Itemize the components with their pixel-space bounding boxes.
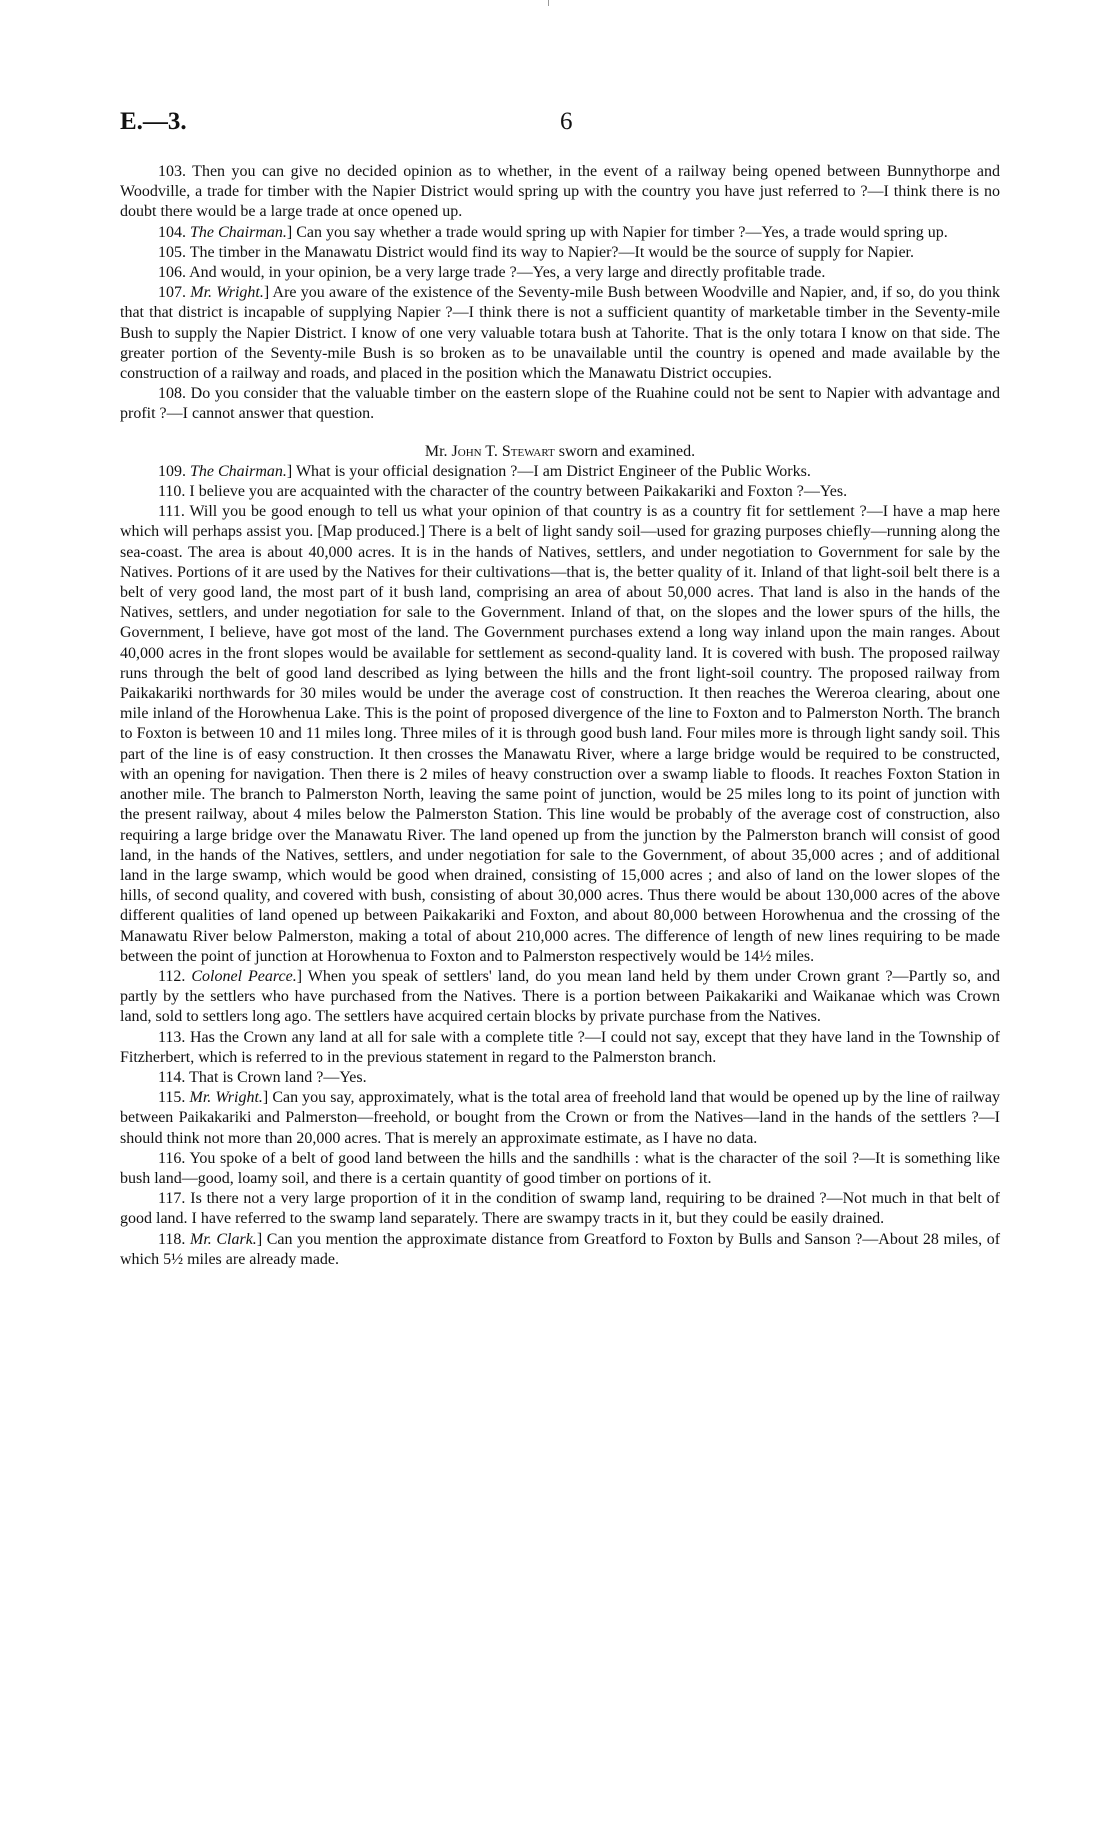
question-paragraph <box>120 243 1000 263</box>
question-text: Do you consider that the valuable timber on the eastern slope of the Ruahine could not be sent to Napier with advantage and profit ?—I cannot answer that question. <box>120 385 1000 423</box>
question-paragraph <box>120 502 1000 967</box>
question-number: 103. <box>158 163 186 180</box>
question-text: Can you mention the approximate distance from Greatford to Foxton by Bulls and Sanson ?—About 28 miles, of which 5½ miles are already made. <box>120 1230 1001 1268</box>
question-text: Can you say whether a trade would spring up with Napier for timber ?—Yes, a trade would spring up. <box>296 223 948 241</box>
question-number: 116. <box>158 1149 186 1167</box>
question-number: 113. <box>158 1028 186 1046</box>
question-paragraph: 118. Mr. Clark.] Can you mention the approximate distance from Greatford to Foxton by Bulls and Sanson ?—About 28 miles, of which 5½ miles are already made. <box>120 1230 1001 1268</box>
question-number: 108. <box>158 385 186 403</box>
question-text: What is your official designation ?—I am District Engineer of the Public Works. <box>295 462 811 480</box>
scan-edge-mark <box>548 0 549 6</box>
witness-name: John T. Stewart <box>451 442 555 460</box>
question-paragraph: 107. Mr. Wright.] Are you aware of the existence of the Seventy-mile Bush between Woodville and Napier, and, if so, do you think that that district is incapable of supplying Napier ?—I think there is not a sufficient quantity of marketable timber in the Seventy-mile Bush to supply the Napier District. I know of one very valuable totara bush at Tahorite. That is the only totara I know on that side. The greater portion of the Seventy-mile Bush is so broken as to be unavailable until the country is opened and made available by the construction of a railway and roads, and placed in the position which the Manawatu District occupies. <box>120 284 1001 383</box>
question-number: 109. <box>158 462 186 480</box>
question-text: Is there not a very large proportion of it in the condition of swamp land, requiring to be drained ?—Not much in that belt of good land. I have referred to the swamp land separately. There are swampy tracts in it, but they could be easily drained. <box>120 1190 1001 1228</box>
question-text: The timber in the Manawatu District would find its way to Napier?—It would be the source of supply for Napier. <box>189 243 914 261</box>
speaker-name: Mr. Wright. <box>190 284 264 302</box>
question-text: You spoke of a belt of good land between the hills and the sandhills : what is the character of the soil ?—It is something like bush land—good, loamy soil, and there is a certain quantity of good timber on portions of it. <box>120 1149 1000 1187</box>
witness-suffix: sworn and examined. <box>558 442 696 460</box>
question-paragraph: 112. Colonel Pearce.] When you speak of settlers' land, do you mean land held by them under Crown grant ?—Partly so, and partly by the settlers who have purchased from the Natives. There is a portion between Paikakariki and Waikanae which was Crown land, sold to settlers long ago. The settlers have acquired certain blocks by private purchase from the Natives. <box>120 967 1001 1026</box>
question-number: 105. <box>158 243 186 261</box>
question-number: 104. <box>158 223 186 241</box>
speaker-name: Mr. Wright. <box>189 1089 263 1107</box>
question-number: 114. <box>158 1068 186 1086</box>
document-code: E.—3. <box>120 108 187 135</box>
witness-heading <box>120 442 1000 462</box>
question-number: 107. <box>158 284 186 302</box>
question-text: Will you be good enough to tell us what your opinion of that country is as a country fit for settlement ?—I have a map here which will perhaps assist you. [Map produced.] There is a belt of light sandy soil—used for grazing purposes chiefly—running along the sea-coast. The area is about 40,000 acres. It is in the hands of Natives, settlers, and under negotiation to Government for sale by the Natives. Portions of it are used by the Natives for their cultivations—that is, the better quality of it. Inland of that light-soil belt there is a belt of very good land, the most part of it bush land, comprising an area of about 50,000 acres. That land is also in the hands of the Natives, settlers, and under negotiation for sale to the Government. Inland of that, on the slopes and the lower spurs of the hills, the Government, I believe, have got most of the land. The Government purchases extend a long way inland upon the main ranges. About 40,000 acres in the front slopes would be available for settlement as second-quality land. It is covered with bush. The proposed railway runs through the belt of good land described as lying between the hills and the front light-soil country. The proposed railway from Paikakariki northwards for 30 miles would be under the average cost of construction. It then reaches the Wereroa clearing, about one mile inland of the Horowhenua Lake. This is the point of proposed divergence of the line to Foxton and to Palmerston North. The branch to Foxton is between 10 and 11 miles long. Three miles of it is through good bush land. Four miles more is through light sandy soil. This part of the line is of easy construction. It then crosses the Manawatu River, where a large bridge would be required to be constructed, with an opening for navigation. Then there is 2 miles of heavy construction over a swamp liable to floods. It reaches Foxton Station in another mile. The branch to Palmerston North, leaving the same point of junction, would be 25 miles long to its point of junction with the present railway, about 4 miles below the Palmerston Station. This line would be probably of the average cost of construction, also requiring a large bridge over the Manawatu River. The land opened up from the junction by the Palmerston branch will consist of good land, in the hands of the Natives, settlers, and under negotiation for sale to the Government, of about 35,000 acres ; and of additional land in the large swamp, which would be good when drained, consisting of 15,000 acres ; and also of land on the lower slopes of the hills, of second quality, and covered with bush, consisting of about 30,000 acres. Thus there would be about 130,000 acres of the above different qualities of land opened up between Paikakariki and Foxton, and about 80,000 between Horowhenua and the crossing of the Manawatu River below Palmerston, making a total of about 210,000 acres. The difference of length of new lines requiring to be made between the point of junction at Horowhenua to Foxton and to Palmerston respectively would be 14½ miles. <box>120 503 1001 965</box>
speaker-name: Mr. Clark. <box>190 1230 257 1248</box>
question-paragraph <box>120 1068 1000 1088</box>
question-paragraph <box>120 1149 1000 1189</box>
question-paragraph <box>120 1189 1000 1229</box>
question-paragraph <box>120 263 1000 283</box>
page-number: 6 <box>560 108 573 135</box>
question-text: Then you can give no decided opinion as to whether, in the event of a railway being opened between Bunnythorpe and Woodville, a trade for timber with the Napier District would spring up with the country you have just referred to ?—I think there is no doubt there would be a large trade at once opened up. <box>120 163 1000 221</box>
speaker-name: Colonel Pearce. <box>191 967 297 985</box>
question-text: And would, in your opinion, be a very large trade ?—Yes, a very large and directly profitable trade. <box>189 264 826 282</box>
question-paragraph <box>120 384 1000 424</box>
document-body <box>120 162 1000 1270</box>
question-number: 118. <box>158 1230 186 1248</box>
question-paragraph: 104. The Chairman.] Can you say whether a trade would spring up with Napier for timber ?—Yes, a trade would spring up. <box>158 223 948 241</box>
question-number: 110. <box>158 483 186 501</box>
question-number: 117. <box>158 1190 186 1208</box>
question-text: Can you say, approximately, what is the total area of freehold land that would be opened up by the line of railway between Paikakariki and Palmerston—freehold, or bought from the Crown or from the Natives—land in the hands of the settlers ?—I should think not more than 20,000 acres. That is merely an approximate estimate, as I have no data. <box>120 1089 1001 1147</box>
question-number: 111. <box>158 503 185 521</box>
question-text: That is Crown land ?—Yes. <box>189 1068 367 1086</box>
question-paragraph <box>120 1028 1000 1068</box>
question-number: 112. <box>158 967 186 985</box>
question-text: When you speak of settlers' land, do you mean land held by them under Crown grant ?—Partly so, and partly by the settlers who have purchased from the Natives. There is a portion between Paikakariki and Waikanae which was Crown land, sold to settlers long ago. The settlers have acquired certain blocks by private purchase from the Natives. <box>120 967 1001 1026</box>
question-number: 115. <box>158 1089 186 1107</box>
question-text: Are you aware of the existence of the Seventy-mile Bush between Woodville and Napier, and, if so, do you think that that district is incapable of supplying Napier ?—I think there is not a sufficient quantity of marketable timber in the Seventy-mile Bush to supply the Napier District. I know of one very valuable totara bush at Tahorite. That is the only totara I know on that side. The greater portion of the Seventy-mile Bush is so broken as to be unavailable until the country is opened and made available by the construction of a railway and roads, and placed in the position which the Manawatu District occupies. <box>120 284 1001 383</box>
question-paragraph <box>120 162 1000 223</box>
question-paragraph: 109. The Chairman.] What is your official designation ?—I am District Engineer of the Public Works. <box>158 462 811 480</box>
question-text: Has the Crown any land at all for sale with a complete title ?—I could not say, except that they have land in the Township of Fitzherbert, which is referred to in the previous statement in regard to the Palmerston branch. <box>120 1028 1001 1066</box>
question-paragraph: 115. Mr. Wright.] Can you say, approximately, what is the total area of freehold land that would be opened up by the line of railway between Paikakariki and Palmerston—freehold, or bought from the Crown or from the Natives—land in the hands of the settlers ?—I should think not more than 20,000 acres. That is merely an approximate estimate, as I have no data. <box>120 1089 1001 1147</box>
question-number: 106. <box>158 264 186 282</box>
speaker-name: The Chairman. <box>190 462 287 480</box>
speaker-name: The Chairman. <box>190 223 287 241</box>
witness-prefix: Mr. <box>424 442 448 460</box>
page-header <box>120 108 1000 138</box>
question-text: I believe you are acquainted with the character of the country between Paikakariki and Foxton ?—Yes. <box>189 483 848 501</box>
testimony-group-2 <box>120 462 1000 1270</box>
testimony-group-1 <box>120 162 1000 425</box>
question-paragraph <box>120 482 1000 502</box>
